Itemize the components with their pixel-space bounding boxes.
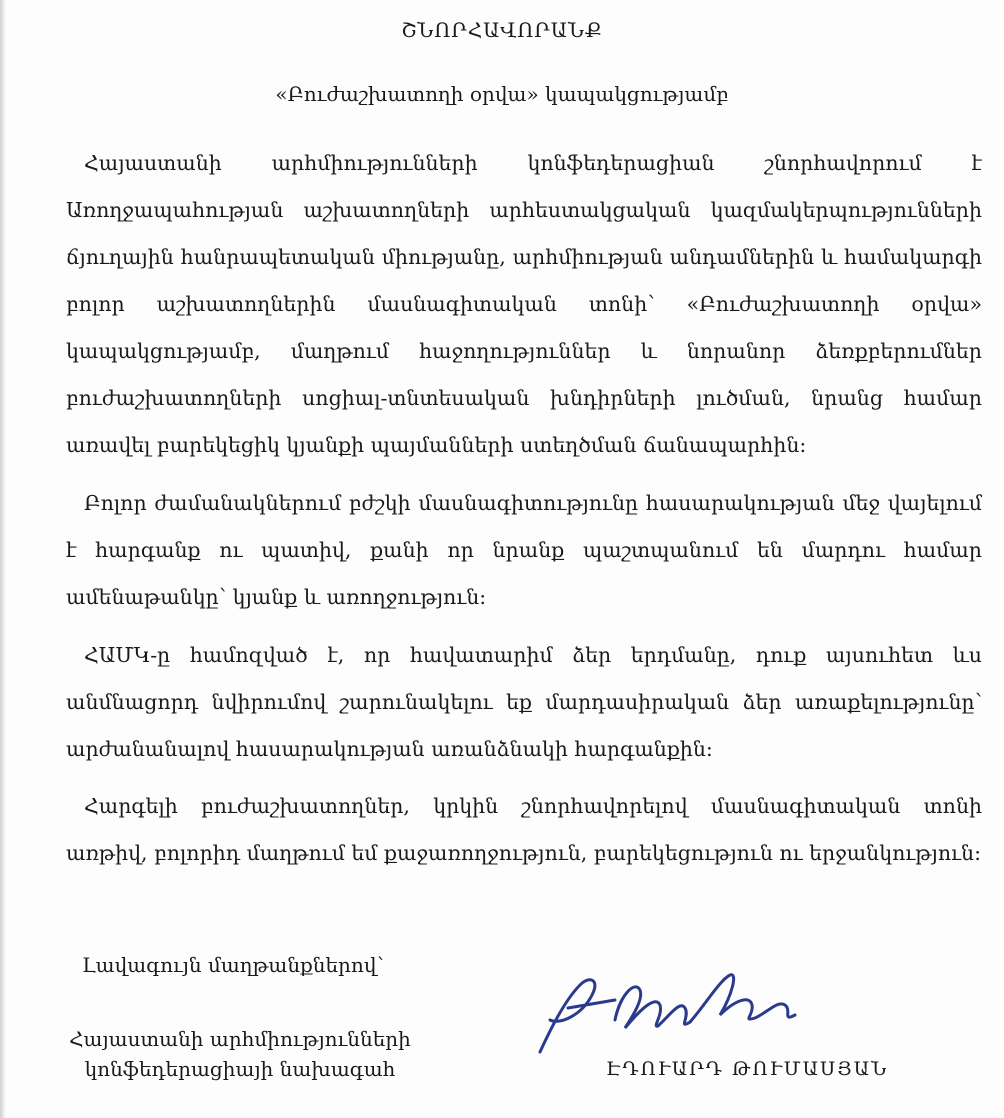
signatory-org-line-2: կոնֆեդերացիայի նախագահ bbox=[84, 1057, 396, 1081]
signer-name: ԷԴՈՒԱՐԴ ԹՈՒՄԱՍՅԱՆ bbox=[606, 1058, 889, 1080]
scan-edge-shadow bbox=[0, 0, 6, 1118]
letter-title: ՇՆՈՐՀԱՎՈՐԱՆՔ bbox=[401, 18, 603, 42]
paragraph-2: Բոլոր ժամանակներում բժշկի մասնագիտությունը հասարակության մեջ վայելում է հարգանք ու պատիվ, քանի որ նրանք պաշտպանում են մարդու համար ամենաթանկը՝ կյանք և առողջություն: bbox=[66, 491, 982, 609]
paragraph-4: Հարգելի բուժաշխատողներ, կրկին շնորհավորելով մասնագիտական տոնի առթիվ, բոլորիդ մաղթում եմ քաջառողջություն, բարեկեցություն ու երջանկություն: bbox=[66, 794, 982, 865]
letter-subtitle: «Բուժաշխատողի օրվա» կապակցությամբ bbox=[275, 82, 729, 106]
paragraph-3: ՀԱՄԿ-ը համոզված է, որ հավատարիմ ձեր երդմանը, դուք այսուհետ ևս անմնացորդ նվիրումով շարունակելու եք մարդասիրական ձեր առաքելությունը՝ արժանանալով հասարակության առանձնակի հարգանքին: bbox=[66, 643, 982, 761]
closing-line: Լավագույն մաղթանքներով՝ bbox=[82, 953, 384, 977]
paragraph-1: Հայաստանի արհմիությունների կոնֆեդերացիան շնորհավորում է Առողջապահության աշխատողների արհեստակցական կազմակերպությունների ճյուղային հանրապետական միությանը, արհմիության անդամներին և համակարգի բոլոր աշխատողներին մասնագիտական տոնի՝ «Բուժաշխատողի օրվա» կապակցությամբ, մաղթում հաջողություններ և նորանոր ձեռքբերումներ բուժաշխատողների սոցիալ-տնտեսական խնդիրների լուծման, նրանց համար առավել բարեկեցիկ կյանքի պայմանների ստեղծման ճանապարհին: bbox=[66, 151, 982, 457]
handwritten-signature bbox=[520, 960, 820, 1060]
signatory-org-line-1: Հայաստանի արհմիությունների bbox=[69, 1027, 411, 1051]
signatory-title bbox=[40, 1024, 440, 1084]
